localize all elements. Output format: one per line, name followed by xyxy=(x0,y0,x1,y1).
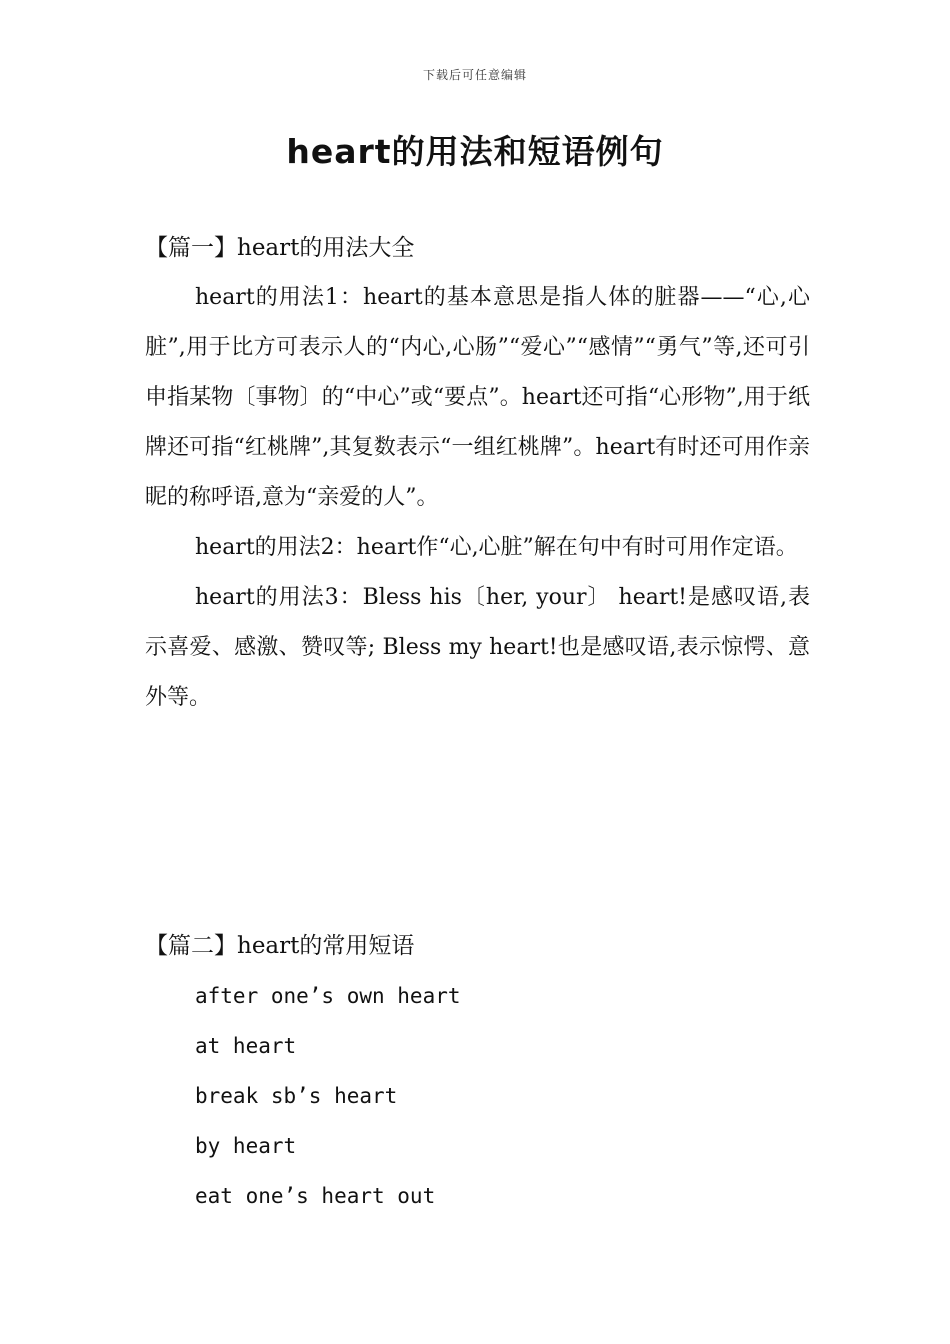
usage-paragraph-2: heart的用法2：heart作“心,心脏”解在句中有时可用作定语。 xyxy=(195,535,798,560)
phrase-item: by heart xyxy=(195,1134,297,1158)
section-heading-phrases: 【篇二】heart的常用短语 xyxy=(145,933,415,959)
phrase-item: at heart xyxy=(195,1034,297,1058)
usage-paragraph-3: heart的用法3：Bless his〔her, your〕 heart!是感叹语,表示喜爱、感激、赞叹等; Bless my heart!也是感叹语,表示惊愕、意外等。 xyxy=(145,585,810,710)
section-phrases xyxy=(145,921,810,1221)
phrase-item: break sb’s heart xyxy=(195,1084,398,1108)
phrase-item: eat one’s heart out xyxy=(195,1184,436,1208)
section-usage xyxy=(145,223,810,723)
phrase-item: after one’s own heart xyxy=(195,984,461,1008)
document-title: heart的用法和短语例句 xyxy=(286,132,664,171)
section-heading-usage: 【篇一】heart的用法大全 xyxy=(145,235,415,261)
usage-paragraph-1: heart的用法1：heart的基本意思是指人体的脏器——“心,心脏”,用于比方可表示人的“内心,心肠”“爱心”“感情”“勇气”等,还可引申指某物〔事物〕的“中心”或“要点”。heart还可指“心形物”,用于纸牌还可指“红桃牌”,其复数表示“一组红桃牌”。heart有时还可用作亲昵的称呼语,意为“亲爱的人”。 xyxy=(145,285,810,510)
header-note: 下载后可任意编辑 xyxy=(422,68,527,82)
